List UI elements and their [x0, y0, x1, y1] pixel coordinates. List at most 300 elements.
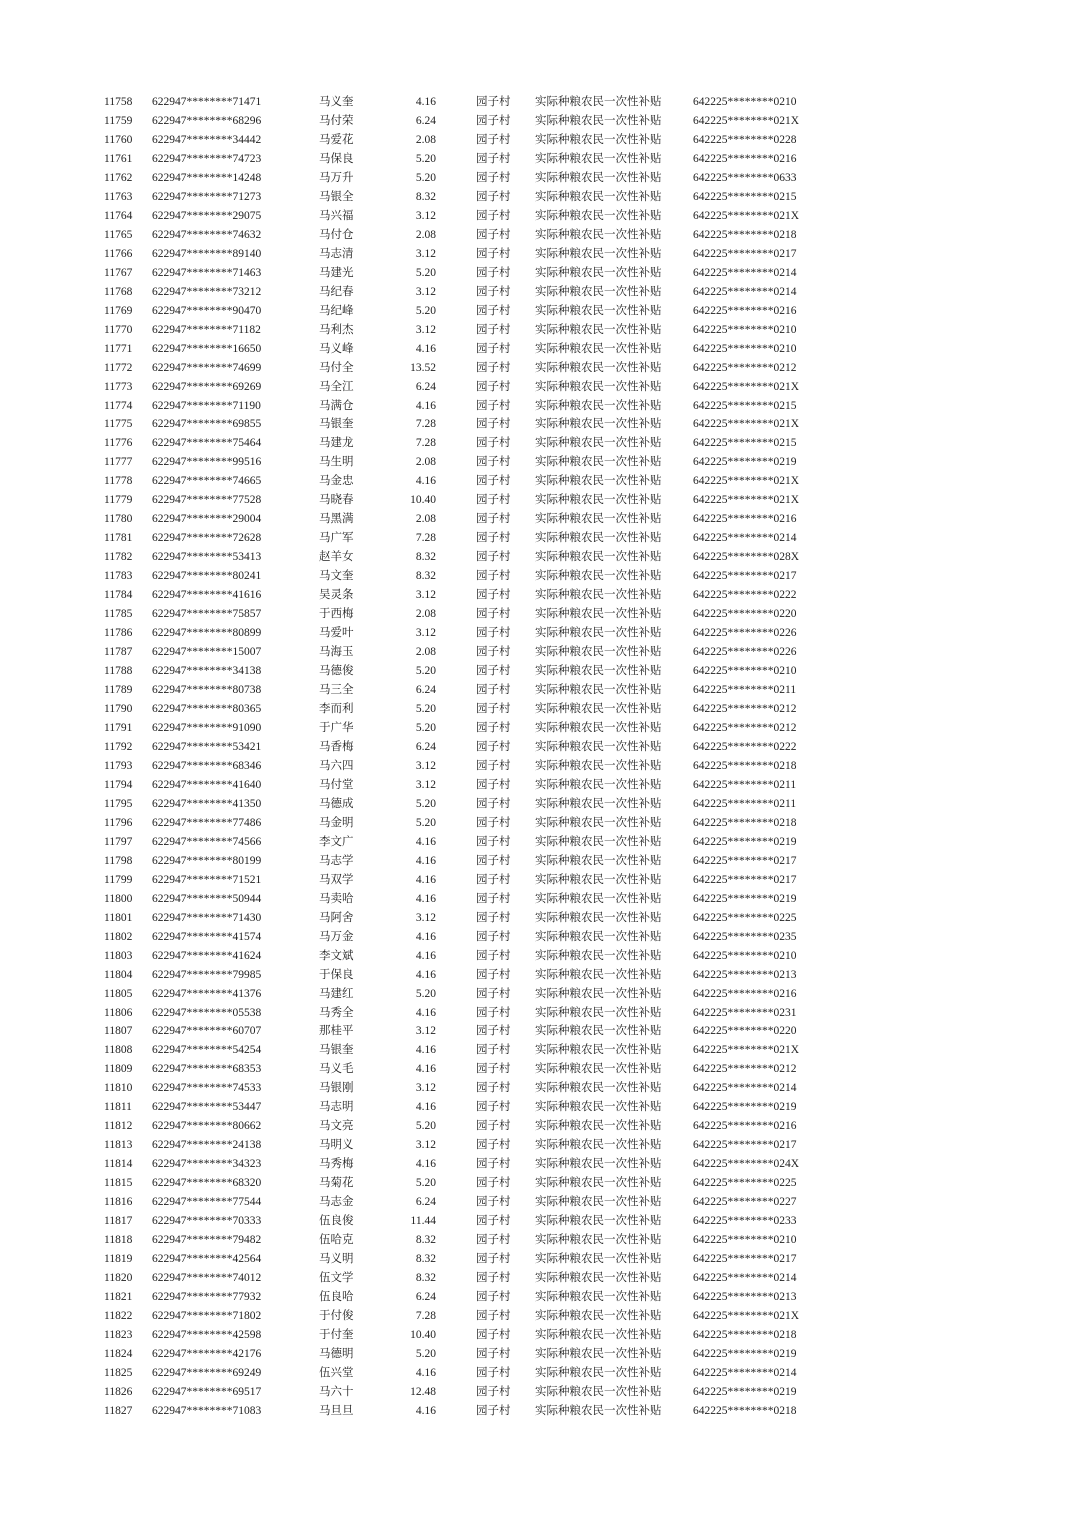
farmer-name: 马志学 [319, 854, 354, 867]
subsidy-amount: 3.12 [415, 778, 436, 791]
subsidy-amount: 3.12 [415, 247, 436, 260]
id-number: 642225********0217 [693, 1139, 797, 1152]
subsidy-type: 实际种粮农民一次性补贴 [535, 589, 662, 602]
row-number: 11761 [104, 152, 133, 165]
subsidy-amount: 3.12 [415, 323, 436, 336]
row-number: 11762 [104, 171, 133, 184]
village-name: 园子村 [476, 361, 511, 374]
id-number: 642225********0212 [693, 361, 797, 374]
subsidy-type: 实际种粮农民一次性补贴 [535, 1120, 662, 1133]
subsidy-amount: 4.16 [415, 892, 436, 905]
id-number: 642225********0214 [693, 1366, 797, 1379]
account-number: 622947********53447 [152, 1101, 262, 1114]
row-number: 11818 [104, 1234, 133, 1247]
row-number: 11764 [104, 209, 133, 222]
account-number: 622947********05538 [152, 1006, 262, 1019]
account-number: 622947********68296 [152, 114, 262, 127]
table-row [0, 359, 1074, 378]
table-row [0, 93, 1074, 112]
subsidy-type: 实际种粮农民一次性补贴 [535, 247, 662, 260]
village-name: 园子村 [476, 1082, 511, 1095]
row-number: 11777 [104, 456, 133, 469]
farmer-name: 马建光 [319, 266, 354, 279]
row-number: 11768 [104, 285, 133, 298]
farmer-name: 马广军 [319, 532, 354, 545]
subsidy-amount: 8.32 [415, 1272, 436, 1285]
id-number: 642225********0222 [693, 589, 797, 602]
account-number: 622947********71190 [152, 399, 261, 412]
account-number: 622947********54254 [152, 1044, 262, 1057]
subsidy-type: 实际种粮农民一次性补贴 [535, 285, 662, 298]
id-number: 642225********0211 [693, 797, 797, 810]
subsidy-type: 实际种粮农民一次性补贴 [535, 778, 662, 791]
village-name: 园子村 [476, 342, 511, 355]
subsidy-type: 实际种粮农民一次性补贴 [535, 228, 662, 241]
account-number: 622947********71430 [152, 911, 262, 924]
account-number: 622947********29075 [152, 209, 262, 222]
farmer-name: 马秀全 [319, 1006, 354, 1019]
farmer-name: 马爱叶 [319, 627, 354, 640]
table-row [0, 1269, 1074, 1288]
subsidy-type: 实际种粮农民一次性补贴 [535, 266, 662, 279]
table-row [0, 719, 1074, 738]
id-number: 642225********0225 [693, 911, 797, 924]
subsidy-amount: 3.12 [415, 759, 436, 772]
row-number: 11780 [104, 513, 133, 526]
village-name: 园子村 [476, 987, 511, 1000]
id-number: 642225********0215 [693, 437, 797, 450]
table-row [0, 245, 1074, 264]
subsidy-amount: 4.16 [415, 949, 436, 962]
subsidy-type: 实际种粮农民一次性补贴 [535, 380, 662, 393]
account-number: 622947********74566 [152, 835, 262, 848]
subsidy-amount: 7.28 [415, 437, 436, 450]
subsidy-amount: 3.12 [415, 589, 436, 602]
subsidy-type: 实际种粮农民一次性补贴 [535, 892, 662, 905]
account-number: 622947********15007 [152, 646, 262, 659]
row-number: 11821 [104, 1291, 133, 1304]
id-number: 642225********0210 [693, 342, 797, 355]
village-name: 园子村 [476, 627, 511, 640]
village-name: 园子村 [476, 532, 511, 545]
subsidy-amount: 5.20 [415, 1120, 436, 1133]
village-name: 园子村 [476, 589, 511, 602]
subsidy-amount: 2.08 [415, 456, 436, 469]
village-name: 园子村 [476, 247, 511, 260]
row-number: 11767 [104, 266, 133, 279]
id-number: 642225********024X [693, 1158, 800, 1171]
subsidy-amount: 5.20 [415, 304, 436, 317]
farmer-name: 马志清 [319, 247, 354, 260]
account-number: 622947********71273 [152, 190, 262, 203]
id-number: 642225********0216 [693, 152, 797, 165]
subsidy-amount: 10.40 [410, 494, 436, 507]
subsidy-type: 实际种粮农民一次性补贴 [535, 532, 662, 545]
subsidy-type: 实际种粮农民一次性补贴 [535, 551, 662, 564]
table-row [0, 472, 1074, 491]
row-number: 11763 [104, 190, 133, 203]
id-number: 642225********0212 [693, 1063, 797, 1076]
row-number: 11797 [104, 835, 133, 848]
farmer-name: 马付堂 [319, 778, 354, 791]
subsidy-amount: 3.12 [415, 627, 436, 640]
row-number: 11785 [104, 608, 133, 621]
account-number: 622947********42176 [152, 1347, 262, 1360]
village-name: 园子村 [476, 323, 511, 336]
row-number: 11806 [104, 1006, 133, 1019]
subsidy-type: 实际种粮农民一次性补贴 [535, 1025, 662, 1038]
account-number: 622947********60707 [152, 1025, 262, 1038]
id-number: 642225********0210 [693, 96, 797, 108]
account-number: 622947********74632 [152, 228, 262, 241]
subsidy-type: 实际种粮农民一次性补贴 [535, 1177, 662, 1190]
row-number: 11790 [104, 703, 133, 715]
account-number: 622947********50944 [152, 892, 262, 905]
table-row [0, 415, 1074, 434]
village-name: 园子村 [476, 759, 511, 772]
table-row [0, 188, 1074, 207]
subsidy-type: 实际种粮农民一次性补贴 [535, 1347, 662, 1360]
subsidy-type: 实际种粮农民一次性补贴 [535, 1253, 662, 1266]
row-number: 11813 [104, 1139, 133, 1152]
village-name: 园子村 [476, 494, 511, 507]
row-number: 11770 [104, 323, 133, 336]
farmer-name: 马六四 [319, 759, 354, 772]
row-number: 11766 [104, 247, 133, 260]
subsidy-amount: 5.20 [415, 1347, 436, 1360]
id-number: 642225********0210 [693, 1234, 797, 1247]
subsidy-amount: 4.16 [415, 1044, 436, 1057]
village-name: 园子村 [476, 1139, 511, 1152]
subsidy-amount: 2.08 [415, 646, 436, 659]
village-name: 园子村 [476, 399, 511, 412]
farmer-name: 马义明 [319, 1253, 354, 1266]
subsidy-type: 实际种粮农民一次性补贴 [535, 1310, 662, 1322]
account-number: 622947********34442 [152, 133, 262, 146]
village-name: 园子村 [476, 114, 511, 127]
table-row [0, 283, 1074, 302]
id-number: 642225********0214 [693, 532, 797, 545]
id-number: 642225********0217 [693, 873, 797, 886]
village-name: 园子村 [476, 949, 511, 962]
row-number: 11824 [104, 1347, 133, 1360]
id-number: 642225********0214 [693, 1272, 797, 1285]
village-name: 园子村 [476, 228, 511, 241]
row-number: 11774 [104, 399, 133, 412]
subsidy-type: 实际种粮农民一次性补贴 [535, 721, 662, 734]
id-number: 642225********0219 [693, 456, 797, 469]
account-number: 622947********68346 [152, 759, 262, 772]
row-number: 11794 [104, 778, 133, 791]
account-number: 622947********79482 [152, 1234, 262, 1247]
subsidy-amount: 4.16 [415, 342, 436, 355]
row-number: 11819 [104, 1253, 133, 1266]
table-row [0, 264, 1074, 283]
table-row [0, 1117, 1074, 1136]
village-name: 园子村 [476, 911, 511, 924]
row-number: 11786 [104, 627, 133, 640]
table-row [0, 321, 1074, 340]
farmer-name: 于广华 [319, 721, 354, 734]
row-number: 11760 [104, 133, 133, 146]
account-number: 622947********16650 [152, 342, 262, 355]
farmer-name: 马万升 [319, 171, 354, 184]
id-number: 642225********0219 [693, 1101, 797, 1114]
table-row [0, 757, 1074, 776]
subsidy-amount: 5.20 [415, 721, 436, 734]
village-name: 园子村 [476, 285, 511, 298]
account-number: 622947********75857 [152, 608, 262, 621]
row-number: 11771 [104, 342, 133, 355]
row-number: 11779 [104, 494, 133, 507]
subsidy-amount: 5.20 [415, 816, 436, 829]
table-row [0, 1041, 1074, 1060]
account-number: 622947********69269 [152, 380, 262, 393]
table-row [0, 1193, 1074, 1212]
id-number: 642225********0218 [693, 1404, 797, 1417]
subsidy-amount: 5.20 [415, 797, 436, 810]
subsidy-amount: 6.24 [415, 740, 436, 753]
subsidy-amount: 5.20 [415, 152, 436, 165]
subsidy-type: 实际种粮农民一次性补贴 [535, 1082, 662, 1095]
account-number: 622947********71083 [152, 1404, 262, 1417]
id-number: 642225********0216 [693, 304, 797, 317]
id-number: 642225********0231 [693, 1006, 797, 1019]
account-number: 622947********73212 [152, 285, 262, 298]
farmer-name: 马银奎 [319, 1044, 354, 1057]
village-name: 园子村 [476, 703, 511, 715]
village-name: 园子村 [476, 1158, 511, 1171]
id-number: 642225********0210 [693, 665, 797, 678]
account-number: 622947********80199 [152, 854, 262, 867]
id-number: 642225********0210 [693, 949, 797, 962]
farmer-name: 伍兴堂 [319, 1366, 354, 1379]
farmer-name: 马文奎 [319, 570, 354, 583]
subsidy-amount: 11.44 [410, 1215, 436, 1228]
table-row [0, 1402, 1074, 1421]
row-number: 11776 [104, 437, 133, 450]
row-number: 11784 [104, 589, 133, 602]
subsidy-amount: 4.16 [415, 930, 436, 943]
account-number: 622947********77486 [152, 816, 262, 829]
farmer-name: 伍文学 [319, 1272, 354, 1285]
row-number: 11783 [104, 570, 133, 583]
farmer-name: 马黑满 [319, 513, 354, 526]
farmer-name: 马文亮 [319, 1120, 354, 1133]
subsidy-type: 实际种粮农民一次性补贴 [535, 1158, 662, 1171]
subsidy-type: 实际种粮农民一次性补贴 [535, 1101, 662, 1114]
row-number: 11801 [104, 911, 133, 924]
row-number: 11788 [104, 665, 133, 678]
table-row [0, 434, 1074, 453]
subsidy-type: 实际种粮农民一次性补贴 [535, 911, 662, 924]
subsidy-amount: 5.20 [415, 665, 436, 678]
id-number: 642225********0214 [693, 285, 797, 298]
farmer-name: 马阿舍 [319, 911, 354, 924]
subsidy-type: 实际种粮农民一次性补贴 [535, 342, 662, 355]
table-row [0, 1098, 1074, 1117]
id-number: 642225********0220 [693, 1025, 797, 1038]
village-name: 园子村 [476, 1404, 511, 1417]
account-number: 622947********69855 [152, 418, 262, 431]
farmer-name: 马卖哈 [319, 892, 354, 905]
subsidy-amount: 3.12 [415, 1025, 436, 1038]
row-number: 11807 [104, 1025, 133, 1038]
subsidy-amount: 2.08 [415, 133, 436, 146]
id-number: 642225********0211 [693, 778, 797, 791]
farmer-name: 李文广 [319, 835, 354, 848]
subsidy-type: 实际种粮农民一次性补贴 [535, 1291, 662, 1304]
farmer-name: 马建红 [319, 987, 354, 1000]
subsidy-type: 实际种粮农民一次性补贴 [535, 475, 662, 488]
id-number: 642225********0235 [693, 930, 797, 943]
subsidy-type: 实际种粮农民一次性补贴 [535, 1366, 662, 1379]
farmer-name: 马银刚 [319, 1082, 354, 1095]
id-number: 642225********0216 [693, 987, 797, 1000]
row-number: 11827 [104, 1404, 133, 1417]
farmer-name: 马义毛 [319, 1063, 354, 1076]
table-row [0, 150, 1074, 169]
farmer-name: 马海玉 [319, 646, 354, 659]
farmer-name: 马纪春 [319, 285, 354, 298]
account-number: 622947********71182 [152, 323, 261, 336]
account-number: 622947********74665 [152, 475, 262, 488]
table-row [0, 131, 1074, 150]
village-name: 园子村 [476, 1272, 511, 1285]
farmer-name: 于西梅 [319, 608, 354, 621]
subsidy-amount: 13.52 [410, 361, 436, 374]
id-number: 642225********021X [693, 380, 800, 393]
farmer-name: 那桂平 [319, 1025, 354, 1038]
table-row [0, 397, 1074, 416]
table-row [0, 1364, 1074, 1383]
row-number: 11795 [104, 797, 133, 810]
farmer-name: 马银奎 [319, 418, 354, 431]
id-number: 642225********0216 [693, 1120, 797, 1133]
village-name: 园子村 [476, 171, 511, 184]
subsidy-type: 实际种粮农民一次性补贴 [535, 152, 662, 165]
id-number: 642225********0217 [693, 247, 797, 260]
table-row [0, 567, 1074, 586]
subsidy-type: 实际种粮农民一次性补贴 [535, 1272, 662, 1285]
subsidy-type: 实际种粮农民一次性补贴 [535, 1006, 662, 1019]
farmer-name: 于付奎 [319, 1328, 354, 1341]
subsidy-type: 实际种粮农民一次性补贴 [535, 1196, 662, 1209]
table-row [0, 1155, 1074, 1174]
row-number: 11802 [104, 930, 133, 943]
row-number: 11823 [104, 1328, 133, 1341]
subsidy-type: 实际种粮农民一次性补贴 [535, 209, 662, 222]
subsidy-type: 实际种粮农民一次性补贴 [535, 323, 662, 336]
village-name: 园子村 [476, 968, 511, 981]
village-name: 园子村 [476, 1177, 511, 1190]
village-name: 园子村 [476, 437, 511, 450]
subsidy-type: 实际种粮农民一次性补贴 [535, 1044, 662, 1057]
village-name: 园子村 [476, 930, 511, 943]
table-row [0, 700, 1074, 719]
table-row [0, 340, 1074, 359]
table-row [0, 1345, 1074, 1364]
account-number: 622947********14248 [152, 171, 262, 184]
subsidy-amount: 4.16 [415, 1366, 436, 1379]
subsidy-amount: 5.20 [415, 1177, 436, 1190]
farmer-name: 伍哈克 [319, 1234, 354, 1247]
table-row [0, 1004, 1074, 1023]
subsidy-amount: 6.24 [415, 380, 436, 393]
subsidy-amount: 8.32 [415, 1253, 436, 1266]
farmer-name: 吴灵条 [319, 589, 354, 602]
table-row [0, 491, 1074, 510]
account-number: 622947********71471 [152, 96, 262, 108]
farmer-name: 赵羊女 [319, 551, 354, 564]
farmer-name: 马三全 [319, 684, 354, 697]
account-number: 622947********41616 [152, 589, 262, 602]
table-row [0, 814, 1074, 833]
village-name: 园子村 [476, 475, 511, 488]
subsidy-amount: 4.16 [415, 1158, 436, 1171]
table-row [0, 776, 1074, 795]
farmer-name: 马全江 [319, 380, 354, 393]
id-number: 642225********021X [693, 494, 800, 507]
table-row [0, 1288, 1074, 1307]
subsidy-type: 实际种粮农民一次性补贴 [535, 930, 662, 943]
row-number: 11789 [104, 684, 133, 697]
table-row [0, 1326, 1074, 1345]
subsidy-type: 实际种粮农民一次性补贴 [535, 816, 662, 829]
farmer-name: 马六十 [319, 1385, 354, 1398]
account-number: 622947********71521 [152, 873, 262, 886]
id-number: 642225********021X [693, 114, 800, 127]
subsidy-amount: 7.28 [415, 532, 436, 545]
subsidy-amount: 5.20 [415, 703, 436, 715]
village-name: 园子村 [476, 1196, 511, 1209]
table-row [0, 1079, 1074, 1098]
table-row [0, 453, 1074, 472]
table-row [0, 1136, 1074, 1155]
farmer-name: 马德俊 [319, 665, 354, 678]
village-name: 园子村 [476, 1063, 511, 1076]
table-row [0, 966, 1074, 985]
farmer-name: 马纪峰 [319, 304, 354, 317]
subsidy-type: 实际种粮农民一次性补贴 [535, 1063, 662, 1076]
subsidy-type: 实际种粮农民一次性补贴 [535, 437, 662, 450]
farmer-name: 马万金 [319, 930, 354, 943]
farmer-name: 马志金 [319, 1196, 354, 1209]
id-number: 642225********0210 [693, 323, 797, 336]
row-number: 11805 [104, 987, 133, 1000]
id-number: 642225********021X [693, 209, 800, 222]
subsidy-amount: 5.20 [415, 171, 436, 184]
account-number: 622947********74533 [152, 1082, 262, 1095]
row-number: 11804 [104, 968, 133, 981]
subsidy-type: 实际种粮农民一次性补贴 [535, 456, 662, 469]
subsidy-amount: 2.08 [415, 513, 436, 526]
subsidy-type: 实际种粮农民一次性补贴 [535, 570, 662, 583]
id-number: 642225********0222 [693, 740, 797, 753]
village-name: 园子村 [476, 513, 511, 526]
account-number: 622947********69517 [152, 1385, 262, 1398]
village-name: 园子村 [476, 665, 511, 678]
id-number: 642225********028X [693, 551, 800, 564]
id-number: 642225********021X [693, 475, 800, 488]
table-row [0, 852, 1074, 871]
id-number: 642225********0216 [693, 513, 797, 526]
table-row [0, 738, 1074, 757]
account-number: 622947********34323 [152, 1158, 262, 1171]
subsidy-type: 实际种粮农民一次性补贴 [535, 1385, 662, 1398]
subsidy-type: 实际种粮农民一次性补贴 [535, 399, 662, 412]
row-number: 11775 [104, 418, 133, 431]
